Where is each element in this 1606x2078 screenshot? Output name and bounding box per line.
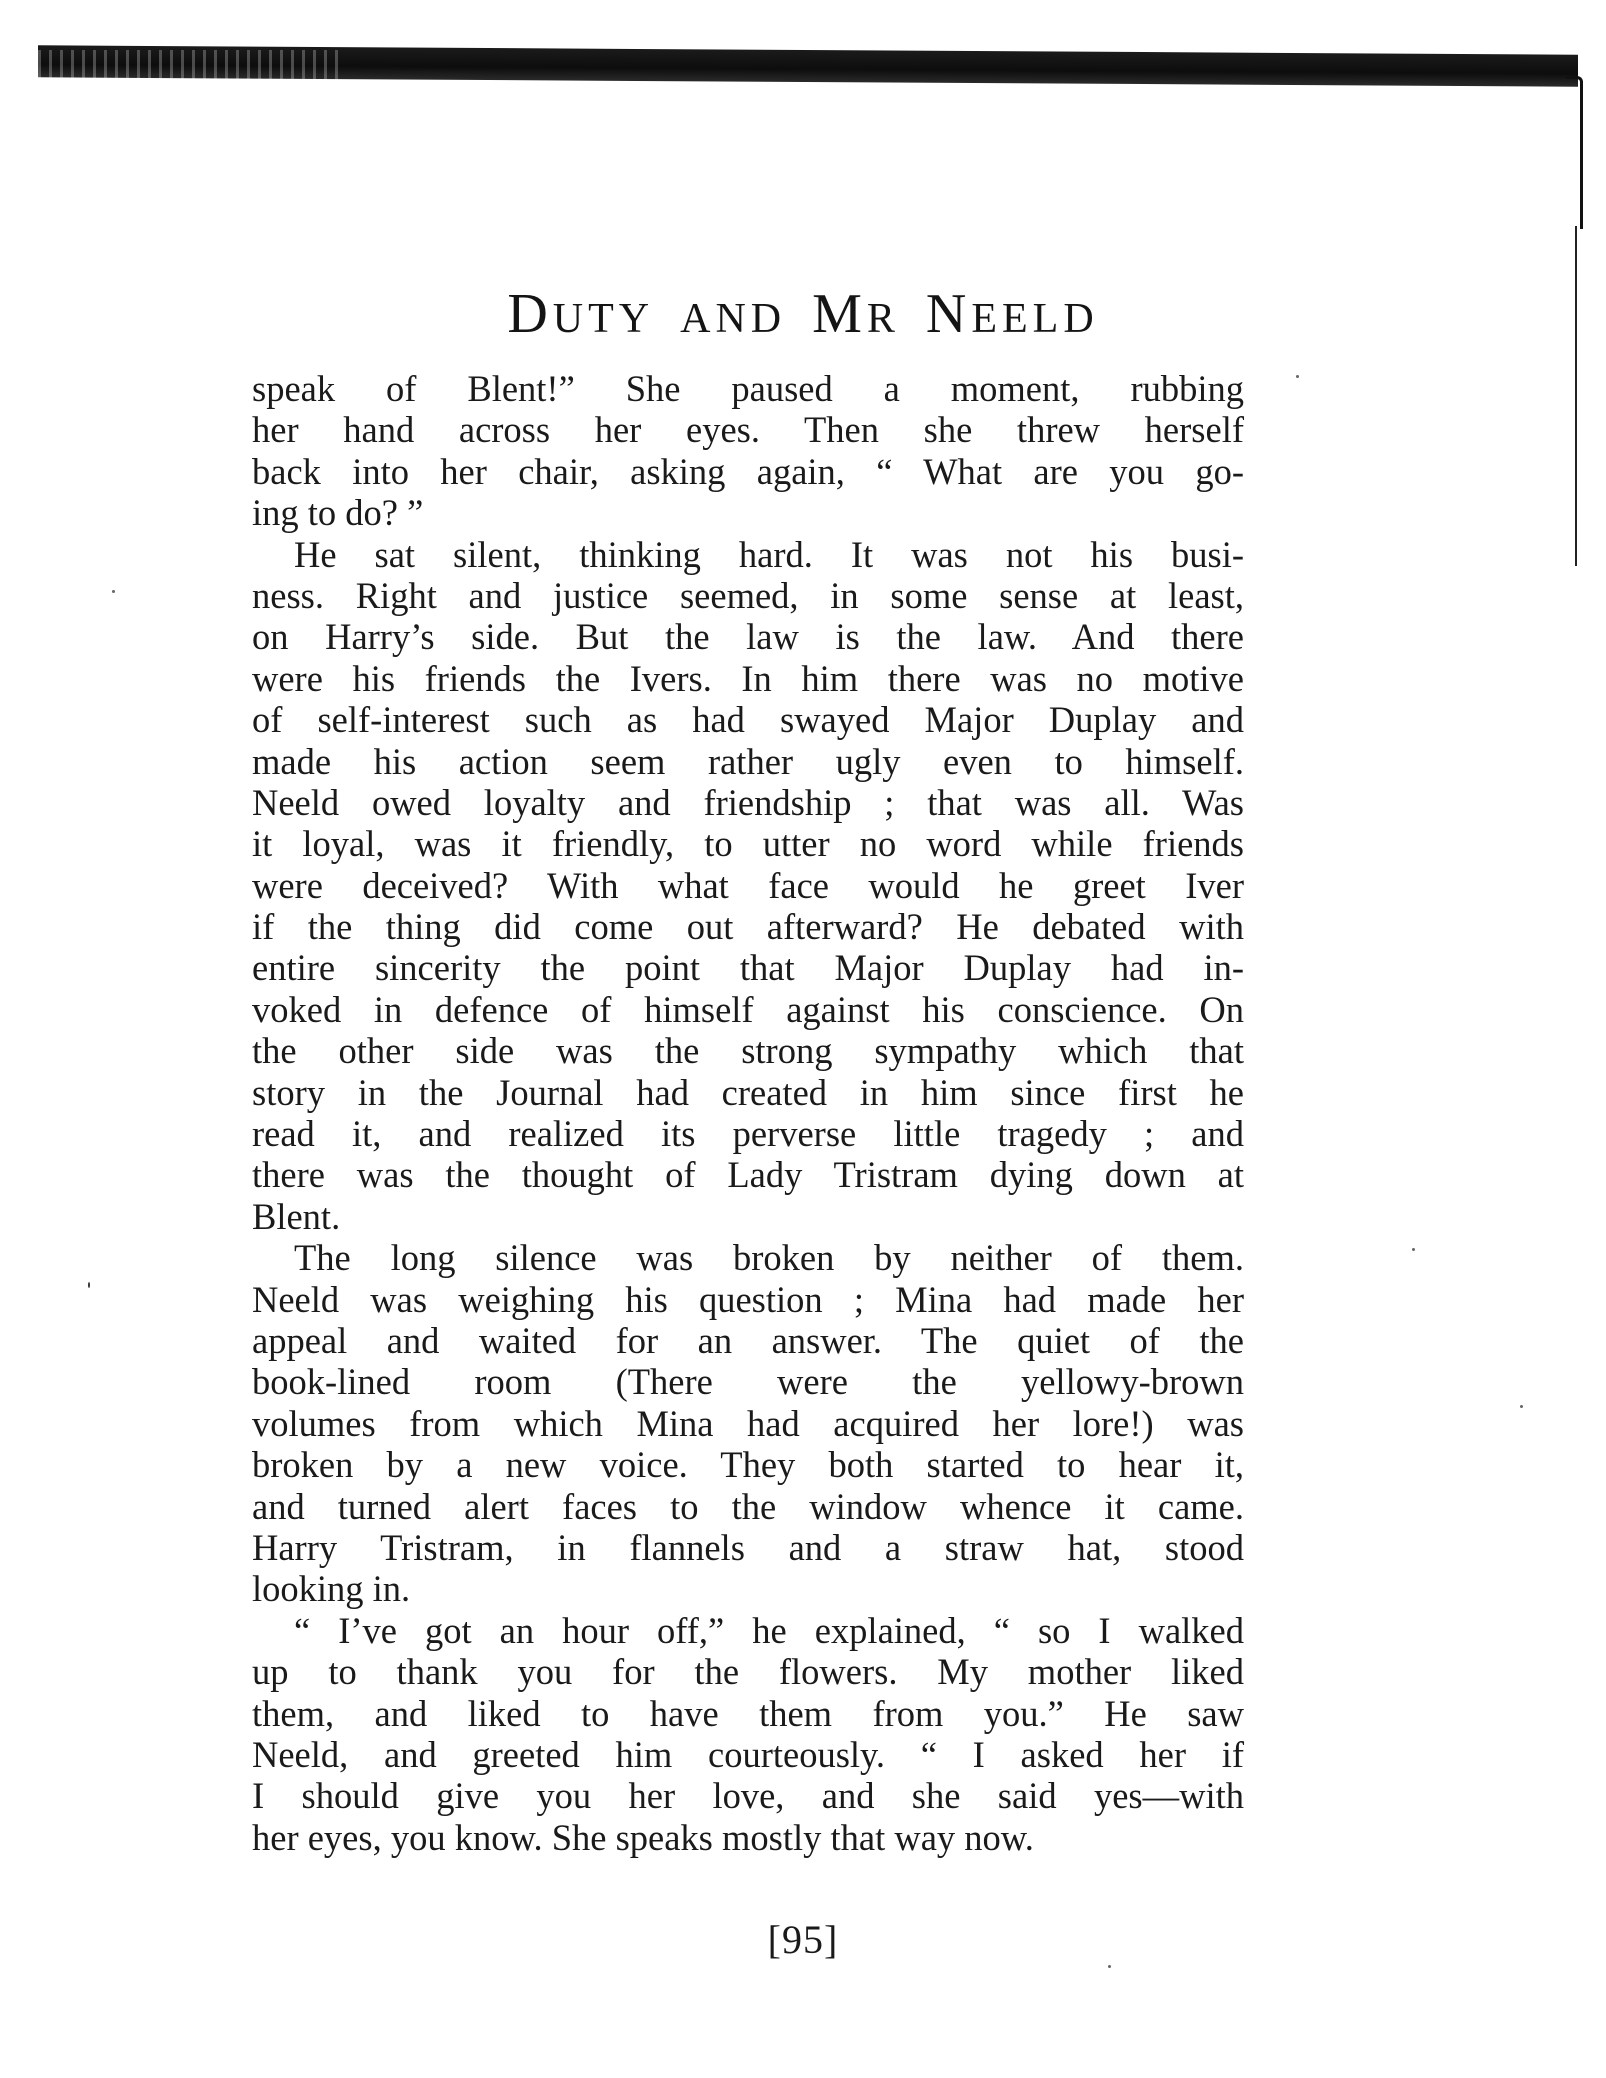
text-line: there was the thought of Lady Tristram dying down at — [252, 1154, 1244, 1196]
text-line: Neeld, and greeted him courteously. “ I asked her if — [252, 1733, 1244, 1775]
text-line: speak of Blent!” She paused a moment, rubbing — [252, 368, 1244, 409]
running-head-word4-rest: EELD — [971, 296, 1099, 342]
text-line: on Harry’s side. But the law is the law. And there — [252, 616, 1244, 658]
speck — [1412, 1248, 1415, 1251]
text-line: and turned alert faces to the window whence it came. — [252, 1485, 1244, 1527]
scan-edge-texture — [38, 50, 338, 84]
running-head — [0, 282, 1606, 346]
text-line: entire sincerity the point that Major Duplay had in- — [252, 947, 1244, 989]
running-head-word3-cap: M — [812, 283, 867, 345]
text-line: Neeld owed loyalty and friendship ; that was all. Was — [252, 781, 1244, 823]
speck — [112, 590, 115, 593]
text-line: appeal and waited for an answer. The quiet of the — [252, 1319, 1244, 1361]
text-line: up to thank you for the flowers. My mother liked — [252, 1651, 1244, 1693]
page-number: [95] — [767, 1917, 839, 1962]
scan-edge-right — [1575, 226, 1577, 566]
running-head-word2: AND — [680, 296, 787, 342]
running-head-word4-cap: N — [925, 283, 972, 345]
text-line: “ I’ve got an hour off,” he explained, “ so I walked — [294, 1609, 1244, 1651]
speck — [1108, 1965, 1111, 1968]
text-line: it loyal, was it friendly, to utter no word while friends — [252, 823, 1244, 865]
text-line: of self-interest such as had swayed Major Duplay and — [252, 699, 1244, 741]
text-line: the other side was the strong sympathy which that — [252, 1030, 1244, 1072]
text-line: ness. Right and justice seemed, in some sense at least, — [252, 574, 1244, 616]
text-line: Harry Tristram, in flannels and a straw hat, stood — [252, 1526, 1244, 1568]
text-line: her eyes, you know. She speaks mostly that way now. — [252, 1816, 1034, 1858]
text-line: looking in. — [252, 1568, 411, 1610]
paragraph — [252, 1610, 1244, 1858]
text-line: I should give you her love, and she said yes—with — [252, 1775, 1244, 1817]
speck — [88, 1282, 90, 1288]
text-line: Blent. — [252, 1195, 341, 1237]
text-line: were deceived? With what face would he greet Iver — [252, 864, 1244, 906]
paragraph — [252, 368, 1244, 534]
text-line: Neeld was weighing his question ; Mina had made her — [252, 1278, 1244, 1320]
speck — [1520, 1405, 1523, 1408]
running-head-word1-rest: UTY — [552, 296, 655, 342]
text-line: The long silence was broken by neither of them. — [294, 1237, 1244, 1279]
running-head-word3-rest: R — [866, 296, 900, 342]
text-line: voked in defence of himself against his conscience. On — [252, 988, 1244, 1030]
text-line: read it, and realized its perverse little tragedy ; and — [252, 1113, 1244, 1155]
paragraph — [252, 1237, 1244, 1610]
running-head-word1-cap: D — [507, 283, 553, 345]
paragraph — [252, 534, 1244, 1238]
text-line: back into her chair, asking again, “ What are you go- — [252, 450, 1244, 492]
text-line: broken by a new voice. They both started to hear it, — [252, 1444, 1244, 1486]
text-line: her hand across her eyes. Then she threw herself — [252, 409, 1244, 451]
text-line: ing to do? ” — [252, 492, 424, 534]
text-line: were his friends the Ivers. In him there was no motive — [252, 657, 1244, 699]
text-line: them, and liked to have them from you.” He saw — [252, 1692, 1244, 1734]
speck — [1296, 375, 1299, 378]
text-line: made his action seem rather ugly even to himself. — [252, 740, 1244, 782]
scan-edge-right-corner — [1566, 76, 1583, 229]
text-line: if the thing did come out afterward? He debated with — [252, 906, 1244, 948]
text-line: book-lined room (There were the yellowy-brown — [252, 1361, 1244, 1403]
text-line: story in the Journal had created in him since first he — [252, 1071, 1244, 1113]
body-text — [252, 368, 1244, 1858]
text-line: He sat silent, thinking hard. It was not his busi- — [294, 533, 1244, 575]
text-line: volumes from which Mina had acquired her lore!) was — [252, 1402, 1244, 1444]
